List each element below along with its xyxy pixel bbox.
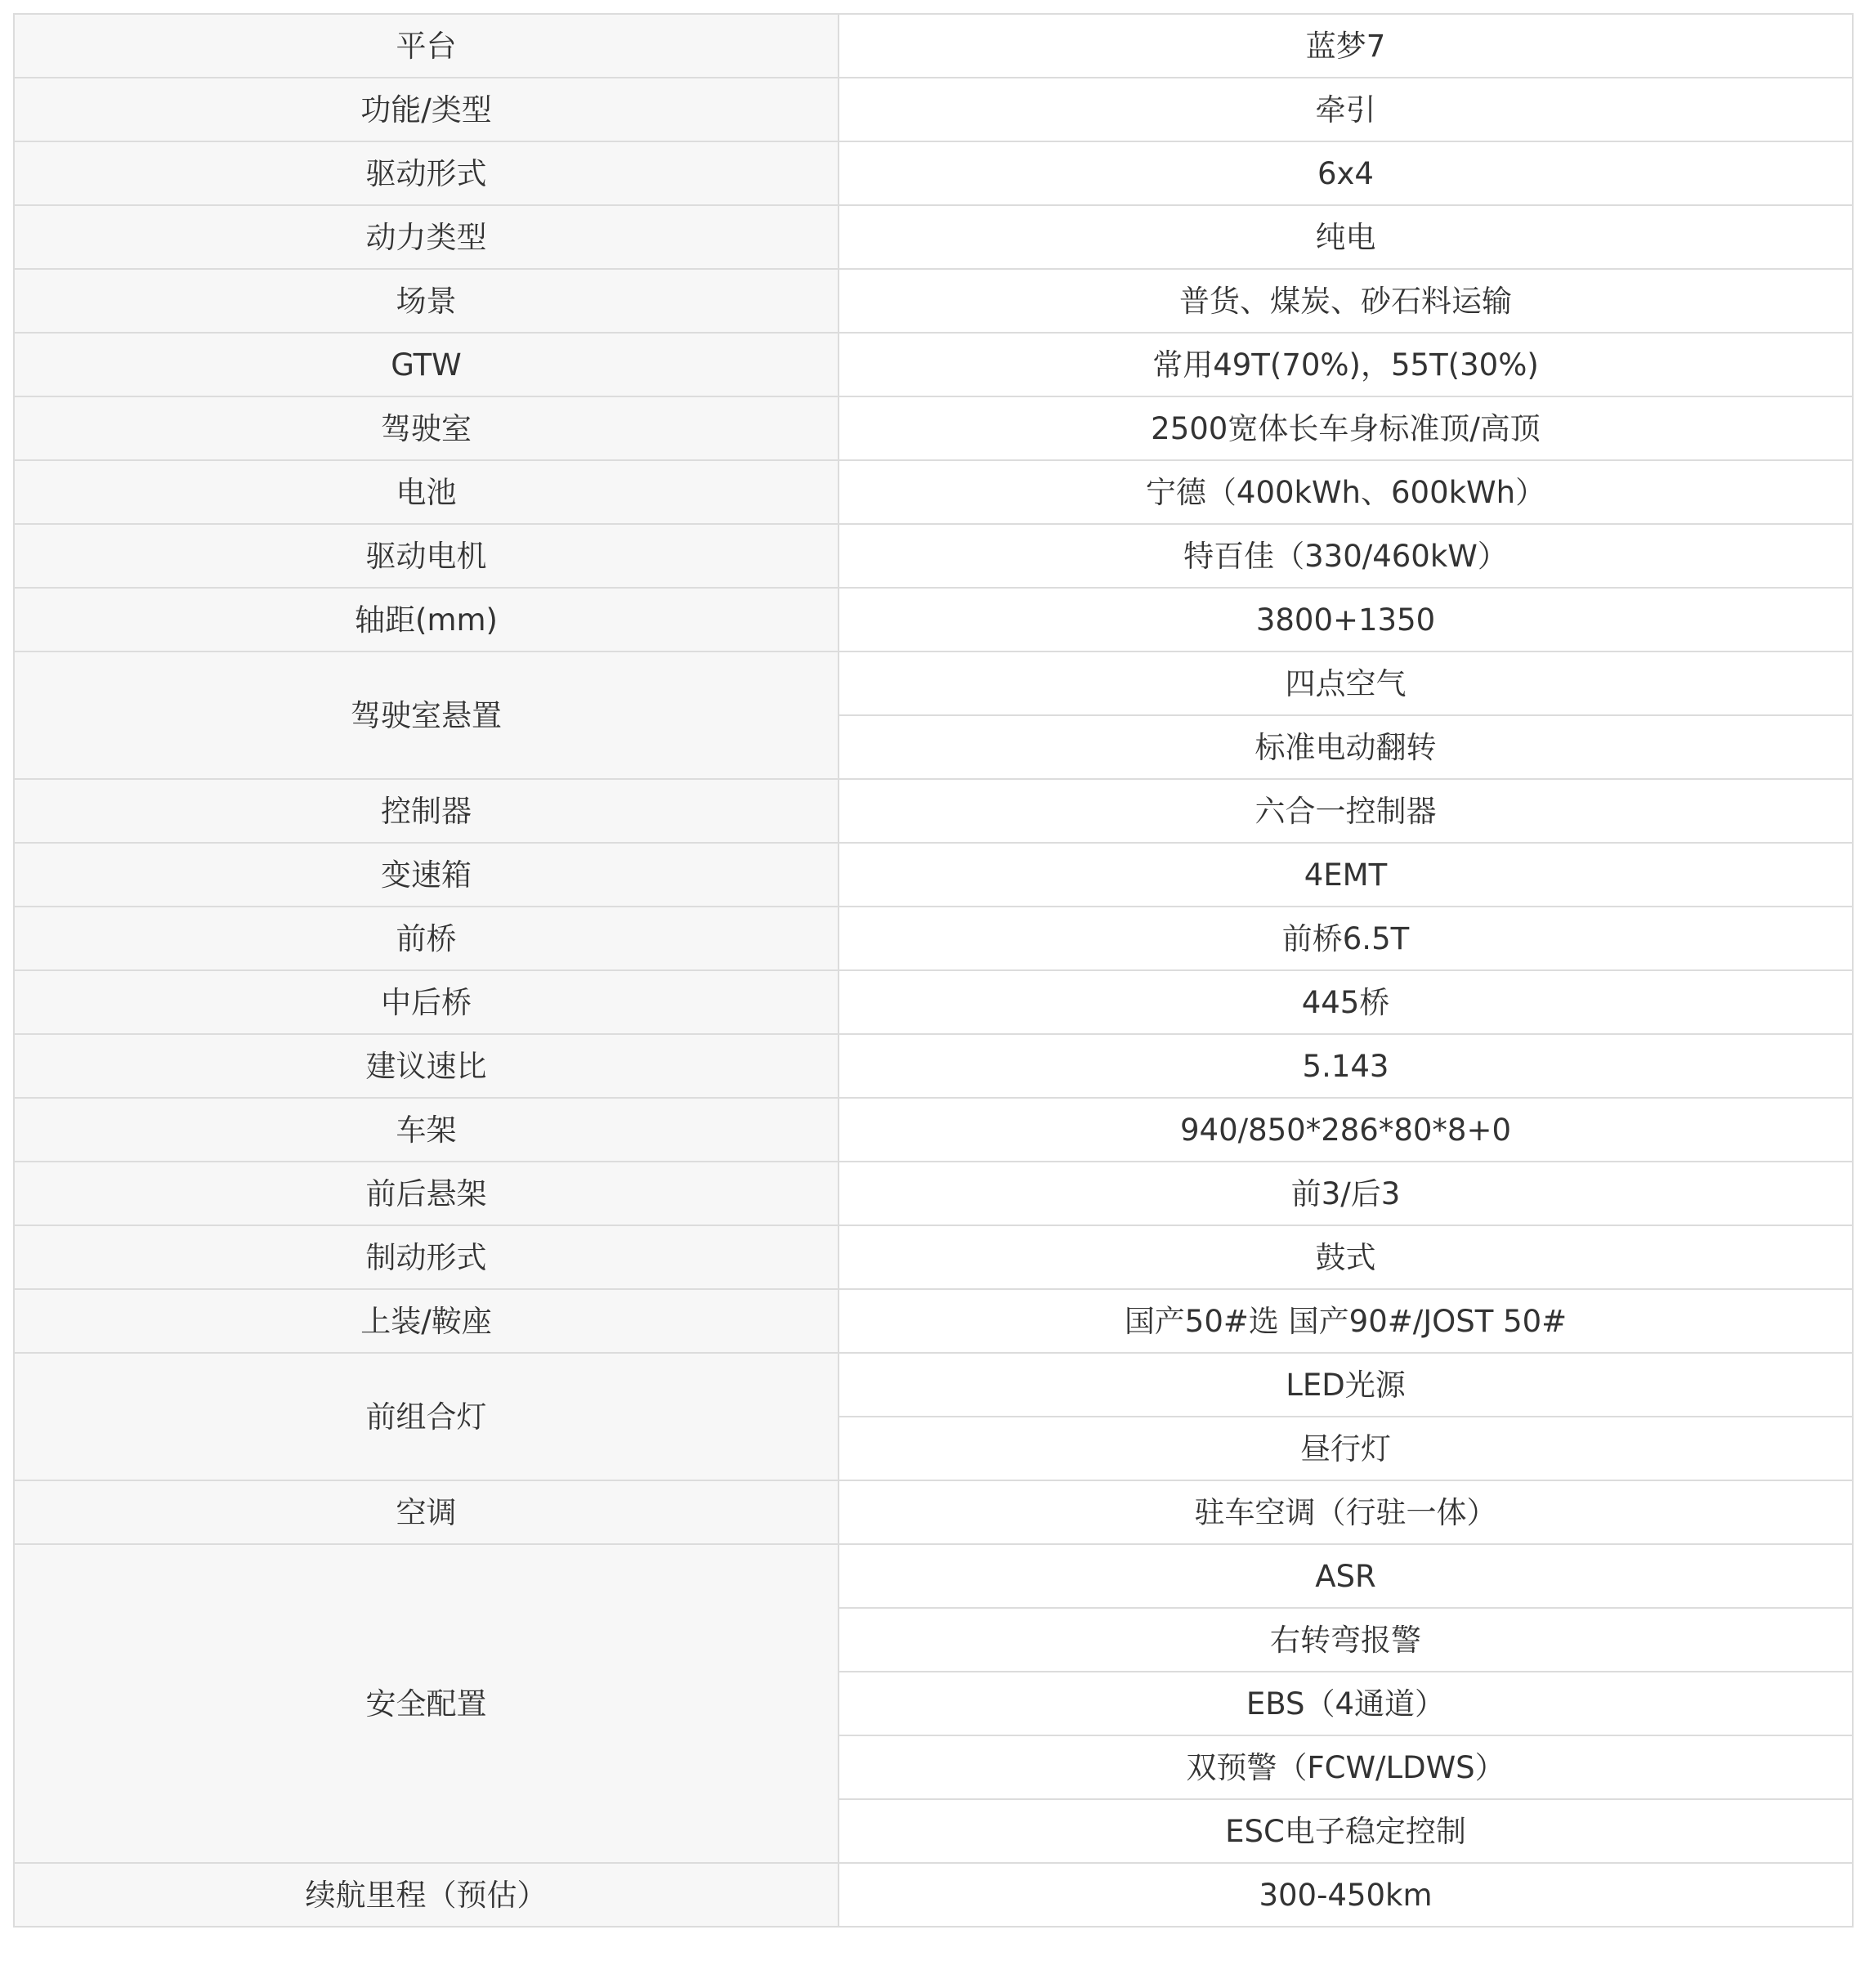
spec-value-cell: ASR: [839, 1544, 1853, 1608]
spec-label-cell: GTW: [14, 333, 839, 396]
spec-label-cell: 动力类型: [14, 205, 839, 269]
spec-label-cell: 驱动电机: [14, 524, 839, 588]
table-row: [14, 588, 1853, 651]
table-row: [14, 396, 1853, 460]
spec-table: [13, 13, 1854, 1928]
table-row: [14, 78, 1853, 141]
spec-value-cell: 昼行灯: [839, 1417, 1853, 1480]
table-row: [14, 1353, 1853, 1417]
table-row: [14, 843, 1853, 907]
table-row: [14, 1162, 1853, 1225]
spec-label-cell: 轴距(mm): [14, 588, 839, 651]
spec-label-cell: 安全配置: [14, 1544, 839, 1863]
spec-value-cell: 双预警（FCW/LDWS）: [839, 1735, 1853, 1799]
spec-value-cell: 国产50#选 国产90#/JOST 50#: [839, 1289, 1853, 1353]
spec-value-cell: 5.143: [839, 1034, 1853, 1098]
spec-value-cell: 前桥6.5T: [839, 907, 1853, 970]
spec-label-cell: 变速箱: [14, 843, 839, 907]
table-row: [14, 1034, 1853, 1098]
spec-value-cell: 六合一控制器: [839, 779, 1853, 843]
spec-table-body: [14, 14, 1853, 1927]
spec-value-cell: 445桥: [839, 970, 1853, 1034]
spec-label-cell: 功能/类型: [14, 78, 839, 141]
spec-value-cell: EBS（4通道）: [839, 1672, 1853, 1735]
spec-value-cell: 宁德（400kWh、600kWh）: [839, 460, 1853, 524]
table-row: [14, 970, 1853, 1034]
spec-label-cell: 驾驶室悬置: [14, 651, 839, 779]
spec-label-cell: 车架: [14, 1098, 839, 1162]
spec-value-cell: 特百佳（330/460kW）: [839, 524, 1853, 588]
table-row: [14, 1863, 1853, 1927]
table-row: [14, 141, 1853, 205]
spec-value-cell: 前3/后3: [839, 1162, 1853, 1225]
spec-label-cell: 驾驶室: [14, 396, 839, 460]
table-row: [14, 205, 1853, 269]
spec-value-cell: 纯电: [839, 205, 1853, 269]
spec-value-cell: 常用49T(70%)，55T(30%): [839, 333, 1853, 396]
spec-label-cell: 制动形式: [14, 1225, 839, 1289]
table-row: [14, 1544, 1853, 1608]
spec-label-cell: 中后桥: [14, 970, 839, 1034]
table-row: [14, 1289, 1853, 1353]
spec-label-cell: 前组合灯: [14, 1353, 839, 1480]
spec-value-cell: 标准电动翻转: [839, 715, 1853, 779]
table-row: [14, 460, 1853, 524]
spec-label-cell: 续航里程（预估）: [14, 1863, 839, 1927]
spec-label-cell: 控制器: [14, 779, 839, 843]
spec-label-cell: 前桥: [14, 907, 839, 970]
table-row: [14, 651, 1853, 715]
spec-value-cell: 牵引: [839, 78, 1853, 141]
spec-value-cell: 300-450km: [839, 1863, 1853, 1927]
spec-value-cell: 3800+1350: [839, 588, 1853, 651]
table-row: [14, 269, 1853, 333]
table-row: [14, 14, 1853, 78]
spec-label-cell: 前后悬架: [14, 1162, 839, 1225]
spec-value-cell: 蓝梦7: [839, 14, 1853, 78]
spec-label-cell: 空调: [14, 1480, 839, 1544]
spec-value-cell: LED光源: [839, 1353, 1853, 1417]
table-row: [14, 907, 1853, 970]
table-row: [14, 1480, 1853, 1544]
spec-label-cell: 驱动形式: [14, 141, 839, 205]
spec-value-cell: 右转弯报警: [839, 1608, 1853, 1672]
spec-value-cell: 2500宽体长车身标准顶/高顶: [839, 396, 1853, 460]
spec-value-cell: 940/850*286*80*8+0: [839, 1098, 1853, 1162]
table-row: [14, 1098, 1853, 1162]
spec-value-cell: ESC电子稳定控制: [839, 1799, 1853, 1863]
spec-value-cell: 四点空气: [839, 651, 1853, 715]
table-row: [14, 333, 1853, 396]
table-row: [14, 524, 1853, 588]
spec-label-cell: 平台: [14, 14, 839, 78]
spec-value-cell: 6x4: [839, 141, 1853, 205]
table-row: [14, 779, 1853, 843]
spec-label-cell: 电池: [14, 460, 839, 524]
spec-value-cell: 普货、煤炭、砂石料运输: [839, 269, 1853, 333]
spec-value-cell: 4EMT: [839, 843, 1853, 907]
spec-label-cell: 上装/鞍座: [14, 1289, 839, 1353]
spec-value-cell: 鼓式: [839, 1225, 1853, 1289]
table-row: [14, 1225, 1853, 1289]
spec-value-cell: 驻车空调（行驻一体）: [839, 1480, 1853, 1544]
spec-label-cell: 建议速比: [14, 1034, 839, 1098]
spec-label-cell: 场景: [14, 269, 839, 333]
